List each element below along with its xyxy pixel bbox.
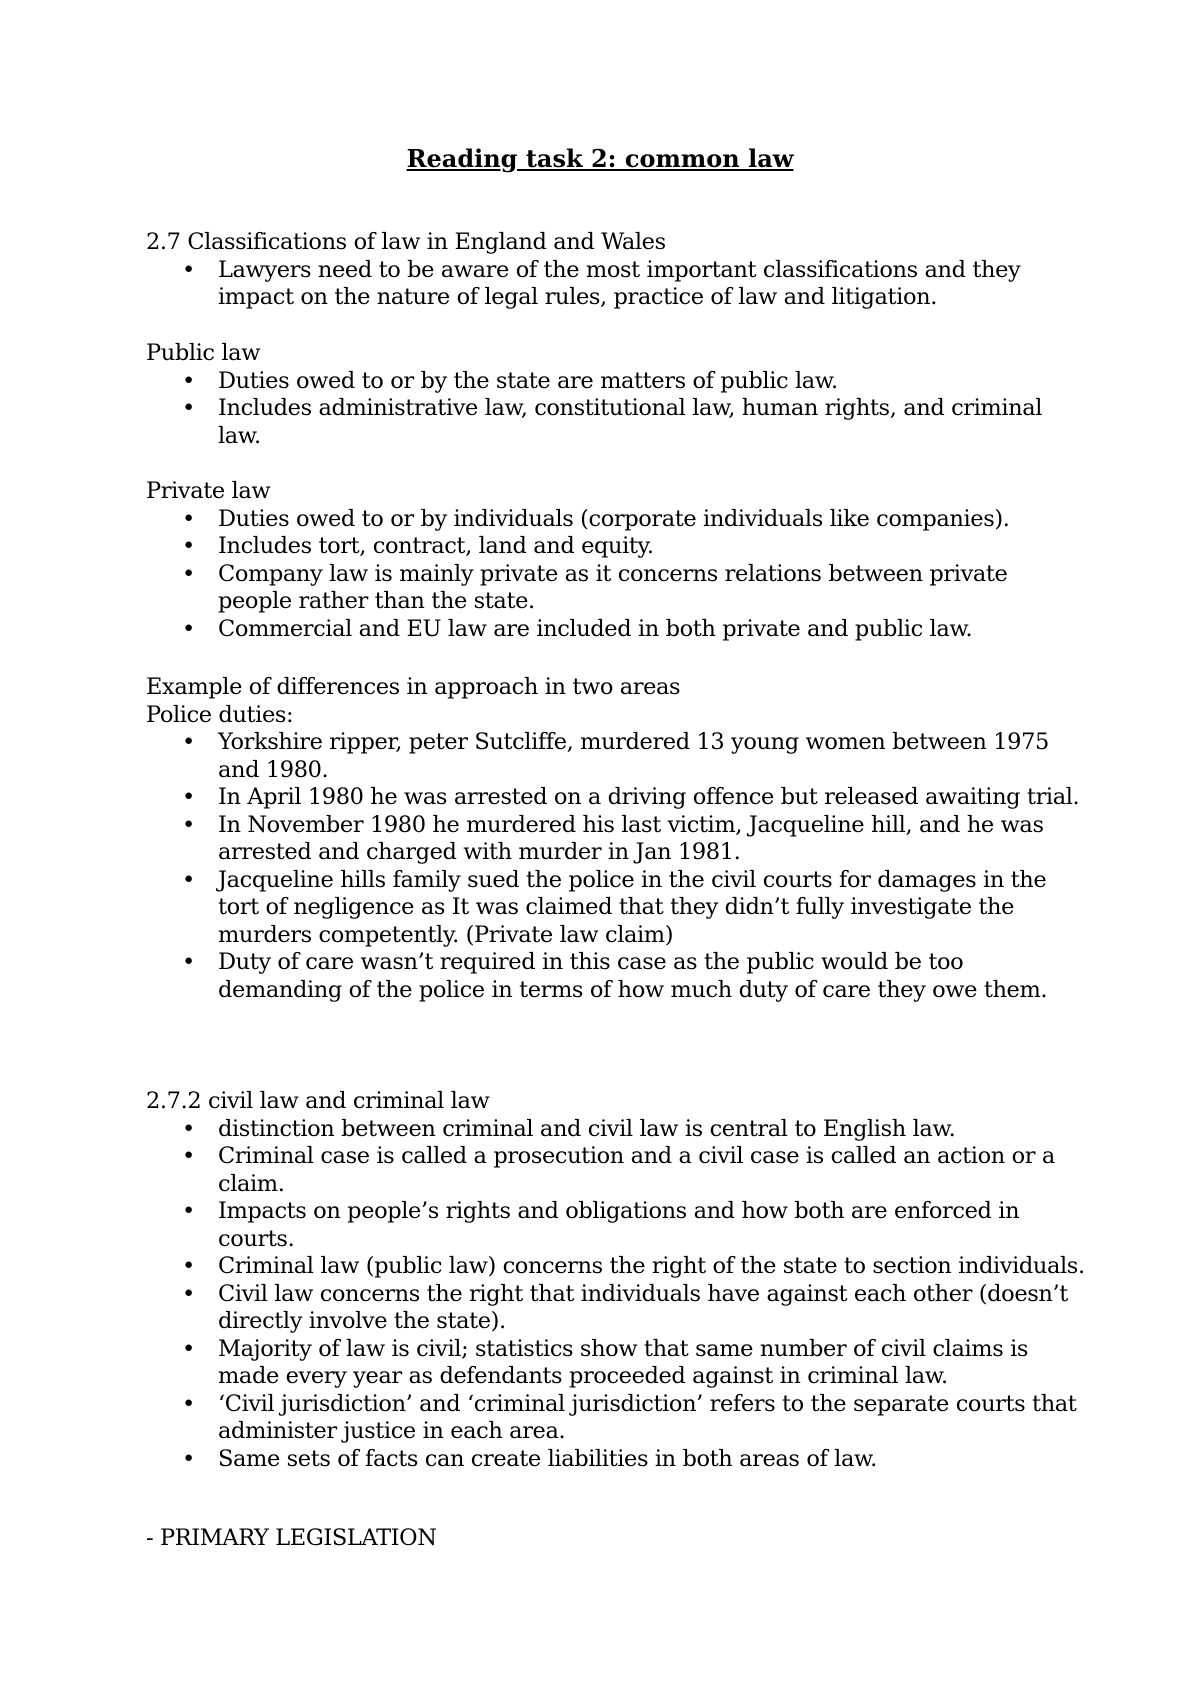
bullet-item: • Jacqueline hills family sued the police in the civil courts for damages in the tort of negligence as It was claimed that they didn’t fully investigate the murders competently. (Private law claim) <box>146 867 1086 950</box>
bullet-item: • Company law is mainly private as it concerns relations between private people rather than the state. <box>146 561 1086 616</box>
bullet-item: • In November 1980 he murdered his last victim, Jacqueline hill, and he was arrested and charged with murder in Jan 1981. <box>146 812 1086 867</box>
section-primary-legislation <box>146 1525 1086 1553</box>
section-classifications <box>146 229 1086 312</box>
bullet-list <box>146 1116 1086 1474</box>
section-public-law <box>146 340 1086 450</box>
bullet-item: • In April 1980 he was arrested on a driving offence but released awaiting trial. <box>146 784 1086 812</box>
section-heading: Private law <box>146 478 271 504</box>
bullet-item: • Criminal case is called a prosecution and a civil case is called an action or a claim. <box>146 1143 1086 1198</box>
bullet-item: • Includes tort, contract, land and equity. <box>146 533 1086 561</box>
section-police-duties <box>146 674 1086 1004</box>
page-title: Reading task 2: common law <box>406 144 794 173</box>
bullet-item: • Same sets of facts can create liabilities in both areas of law. <box>146 1446 1086 1474</box>
bullet-item: • Commercial and EU law are included in both private and public law. <box>146 616 1086 644</box>
section-heading: 2.7 Classifications of law in England and Wales <box>146 229 666 255</box>
section-private-law <box>146 478 1086 643</box>
bullet-item: • Civil law concerns the right that individuals have against each other (doesn’t directly involve the state). <box>146 1281 1086 1336</box>
bullet-item: • Majority of law is civil; statistics show that same number of civil claims is made every year as defendants proceeded against in criminal law. <box>146 1336 1086 1391</box>
bullet-item: • Impacts on people’s rights and obligations and how both are enforced in courts. <box>146 1198 1086 1253</box>
section-subheading: Police duties: <box>146 701 294 728</box>
bullet-item: • Criminal law (public law) concerns the right of the state to section individuals. <box>146 1253 1086 1281</box>
section-civil-criminal-law <box>146 1088 1086 1473</box>
bullet-item: • Includes administrative law, constitutional law, human rights, and criminal law. <box>146 395 1086 450</box>
bullet-list <box>146 729 1086 1004</box>
bullet-item: • distinction between criminal and civil law is central to English law. <box>146 1116 1086 1144</box>
bullet-item: • Lawyers need to be aware of the most important classifications and they impact on the nature of legal rules, practice of law and litigation. <box>146 257 1086 312</box>
bullet-item: • Duties owed to or by the state are matters of public law. <box>146 368 1086 396</box>
bullet-list <box>146 368 1086 451</box>
bullet-list <box>146 506 1086 644</box>
bullet-item: • Yorkshire ripper, peter Sutcliffe, murdered 13 young women between 1975 and 1980. <box>146 729 1086 784</box>
section-heading: Public law <box>146 340 261 366</box>
bullet-item: • Duties owed to or by individuals (corporate individuals like companies). <box>146 506 1086 534</box>
section-heading: - PRIMARY LEGISLATION <box>146 1525 437 1551</box>
section-heading: Example of differences in approach in two areas <box>146 674 681 700</box>
bullet-list <box>146 257 1086 312</box>
bullet-item: • ‘Civil jurisdiction’ and ‘criminal jurisdiction’ refers to the separate courts that administer justice in each area. <box>146 1391 1086 1446</box>
section-heading: 2.7.2 civil law and criminal law <box>146 1088 490 1114</box>
bullet-item: • Duty of care wasn’t required in this case as the public would be too demanding of the police in terms of how much duty of care they owe them. <box>146 949 1086 1004</box>
